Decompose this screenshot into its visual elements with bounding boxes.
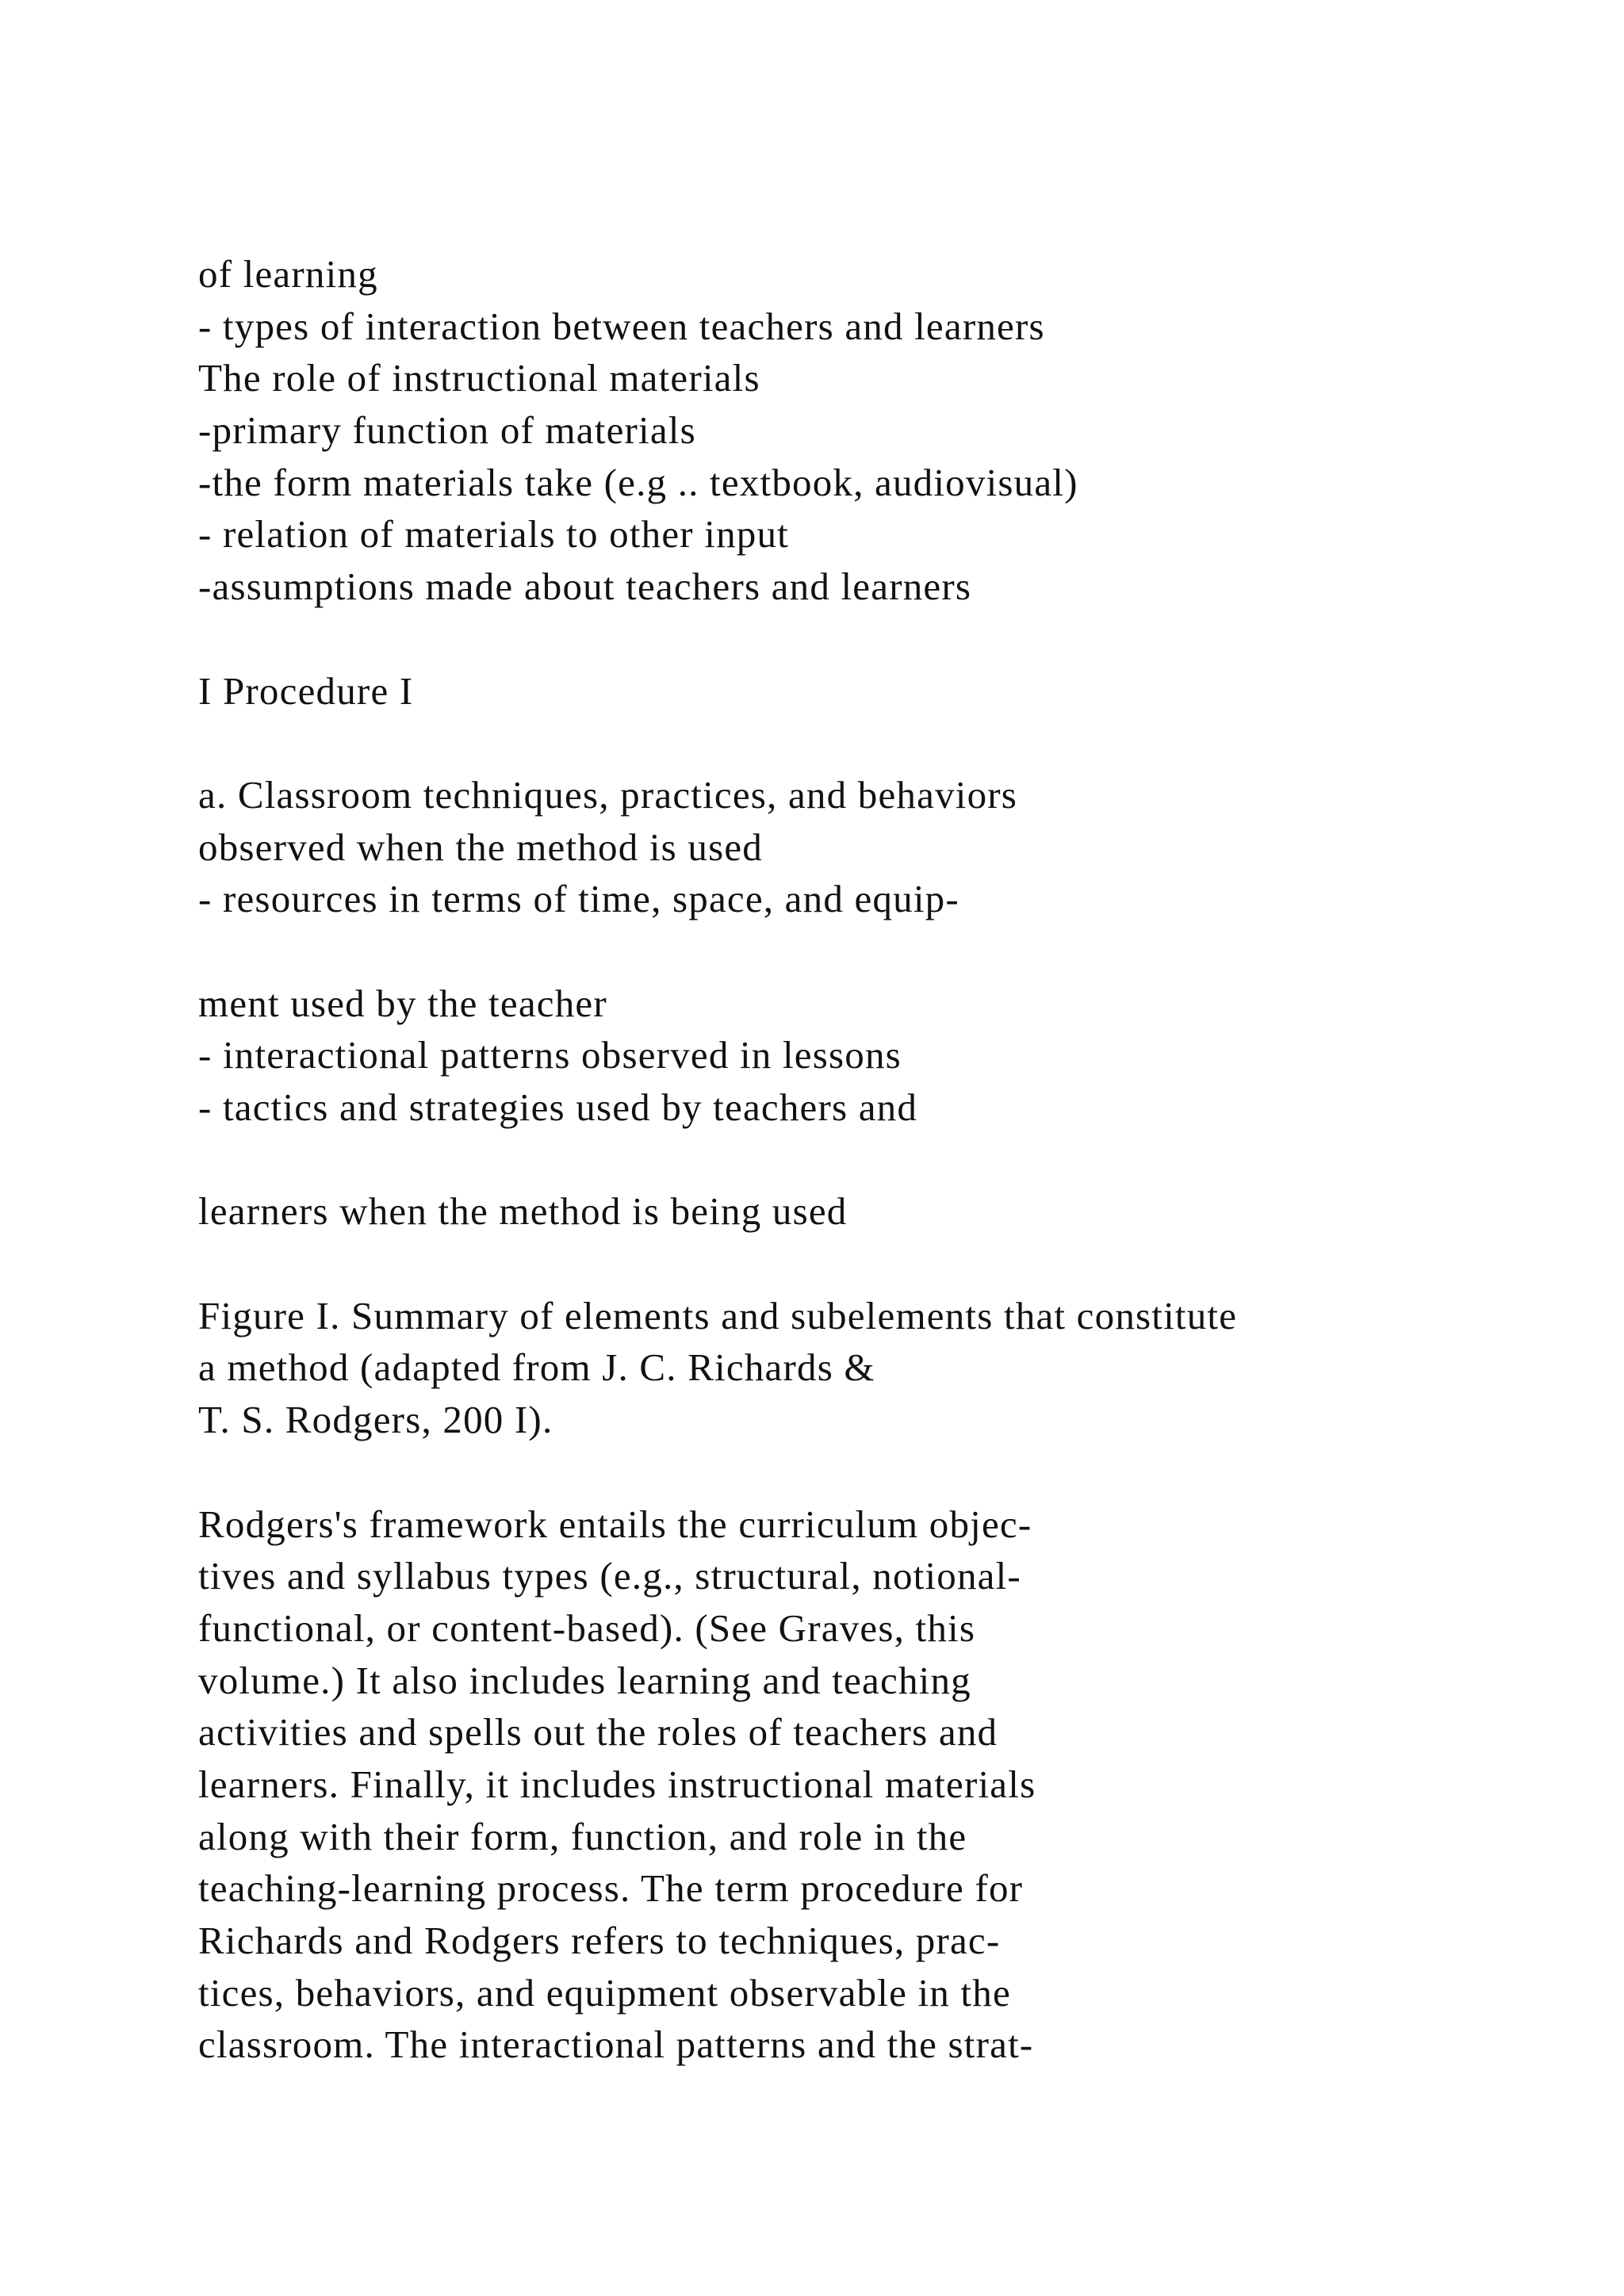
paragraph-line: teaching-learning process. The term procedure for (198, 1866, 1024, 1911)
text-line: ment used by the teacher (198, 981, 607, 1025)
text-line: -primary function of materials (198, 408, 696, 453)
paragraph-line: tives and syllabus types (e.g., structural, notional- (198, 1554, 1021, 1598)
blank-line (198, 925, 1562, 978)
figure-caption-line: Figure I. Summary of elements and subelements that constitute (198, 1293, 1238, 1337)
blank-line (198, 1134, 1562, 1186)
text-line: - relation of materials to other input (198, 512, 789, 557)
blank-line (198, 1238, 1562, 1290)
paragraph-line: tices, behaviors, and equipment observable in the (198, 1970, 1011, 2015)
text-line: learners when the method is being used (198, 1189, 848, 1234)
section-heading: I Procedure I (198, 668, 414, 713)
figure-caption-line: T. S. Rodgers, 200 I). (198, 1398, 553, 1442)
paragraph-line: functional, or content-based). (See Graves, this (198, 1605, 976, 1650)
paragraph-line: Rodgers's framework entails the curriculum objec- (198, 1502, 1032, 1546)
text-line: -assumptions made about teachers and learners (198, 564, 972, 609)
text-line: - resources in terms of time, space, and equip- (198, 877, 959, 921)
paragraph-line: volume.) It also includes learning and teaching (198, 1658, 971, 1702)
blank-line (198, 1446, 1562, 1498)
paragraph-line: learners. Finally, it includes instructional materials (198, 1762, 1036, 1806)
paragraph-line: classroom. The interactional patterns and the strat- (198, 2022, 1034, 2067)
text-line: - tactics and strategies used by teachers and (198, 1085, 918, 1129)
text-line: - types of interaction between teachers and learners (198, 304, 1045, 348)
document-text (198, 248, 1562, 2071)
text-line: -the form materials take (e.g .. textbook, audiovisual) (198, 460, 1078, 504)
text-line: a. Classroom techniques, practices, and behaviors (198, 772, 1018, 817)
blank-line (198, 717, 1562, 769)
paragraph-line: activities and spells out the roles of teachers and (198, 1710, 998, 1755)
blank-line (198, 613, 1562, 665)
figure-caption-line: a method (adapted from J. C. Richards & (198, 1345, 875, 1390)
paragraph-line: along with their form, function, and role in the (198, 1814, 967, 1858)
text-line: - interactional patterns observed in lessons (198, 1033, 902, 1077)
text-line: observed when the method is used (198, 825, 764, 869)
text-line: of learning (198, 252, 378, 296)
text-line: The role of instructional materials (198, 356, 760, 400)
paragraph-line: Richards and Rodgers refers to techniques, prac- (198, 1919, 1001, 1962)
